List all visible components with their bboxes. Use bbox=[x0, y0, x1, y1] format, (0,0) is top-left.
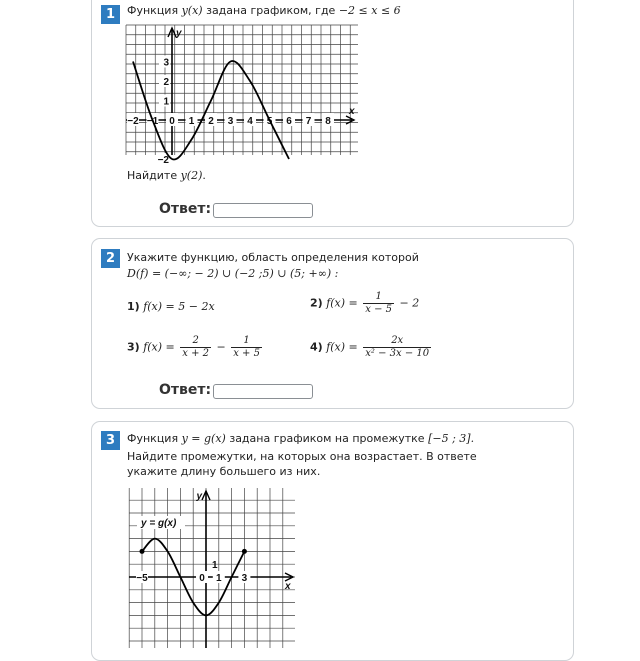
option-1[interactable]: 1) f(x) = 5 − 2x bbox=[127, 300, 215, 313]
x-tick-label: 5 bbox=[266, 116, 273, 127]
x-tick-label: 1 bbox=[216, 573, 222, 584]
y-axis-label: y bbox=[176, 28, 182, 39]
question-number: 2 bbox=[101, 249, 120, 268]
question-number: 3 bbox=[101, 431, 120, 450]
option-4[interactable]: 4) f(x) = $\frac{2x}{\text{x² − 3x − 10}}$ bbox=[310, 335, 430, 359]
x-tick-label: −5 bbox=[136, 573, 148, 584]
x-tick-label: −1 bbox=[146, 116, 159, 127]
y-tick-label: 2 bbox=[163, 77, 169, 88]
question-text: Функция y(x) задана графиком, где −2 ≤ x ≤ 6 bbox=[127, 4, 401, 17]
y-axis-label: y bbox=[196, 491, 202, 502]
x-axis-label: x bbox=[349, 106, 355, 117]
fraction: $\frac{2x}{\text{x² − 3x − 10}}$ bbox=[365, 335, 430, 359]
function-graph-1 bbox=[126, 25, 358, 166]
y-tick-label: −2 bbox=[157, 155, 169, 166]
answer-input[interactable] bbox=[213, 203, 313, 218]
x-tick-label: 7 bbox=[305, 116, 312, 127]
domain-expression: D(f) = (−∞; − 2) ∪ (−2 ;5) ∪ (5; +∞) : bbox=[127, 267, 339, 280]
task-text: Найдите y(2). bbox=[127, 169, 206, 182]
y-tick-label: 1 bbox=[163, 96, 169, 108]
fraction: $\frac{2}{x + 2}$ bbox=[182, 335, 210, 359]
question-text: Функция y = g(x) задана графиком на промежутке [−5 ; 3]. bbox=[127, 432, 475, 445]
x-tick-label: 0 bbox=[199, 573, 205, 584]
function-graph-2 bbox=[129, 488, 295, 648]
x-tick-label: 6 bbox=[286, 116, 292, 127]
x-tick-label: 1 bbox=[188, 116, 195, 127]
question-card-3 bbox=[91, 421, 574, 661]
fraction: $\frac{1}{x + 5}$ bbox=[233, 335, 260, 359]
function-curve bbox=[133, 61, 289, 160]
option-3[interactable]: 3) f(x) = $\frac{2}{x + 2}$ − $\frac{1}{x + 5}$ bbox=[127, 335, 260, 359]
x-tick-label: 2 bbox=[208, 116, 214, 127]
x-tick-label: 3 bbox=[227, 116, 234, 127]
x-tick-label: −2 bbox=[127, 116, 139, 127]
answer-input[interactable] bbox=[213, 384, 313, 399]
question-number: 1 bbox=[101, 5, 120, 24]
answer-label: Ответ: bbox=[159, 382, 212, 398]
question-text: Укажите функцию, область определения которой bbox=[127, 251, 419, 264]
answer-label: Ответ: bbox=[159, 201, 212, 217]
y-tick-label: 1 bbox=[212, 560, 218, 572]
option-2[interactable]: 2) f(x) = $\frac{1}{x - 5}$ − 2 bbox=[310, 291, 420, 315]
endpoint-dot bbox=[140, 549, 145, 554]
fraction: $\frac{1}{x - 5}$ bbox=[365, 291, 393, 315]
curve-label: y = g(x) bbox=[141, 518, 177, 529]
question-text-line-2: Найдите промежутки, на которых она возрастает. В ответе bbox=[127, 450, 477, 463]
x-tick-label: 4 bbox=[247, 116, 253, 127]
endpoint-dot bbox=[242, 549, 247, 554]
x-axis-label: x bbox=[285, 581, 291, 592]
x-tick-label: 8 bbox=[325, 116, 331, 127]
question-card-1 bbox=[91, 0, 574, 227]
question-card-2 bbox=[91, 238, 574, 409]
x-tick-label: 3 bbox=[241, 573, 248, 584]
x-tick-label: 0 bbox=[169, 116, 175, 127]
y-tick-label: 3 bbox=[163, 57, 169, 69]
question-text-line-3: укажите длину большего из них. bbox=[127, 465, 321, 478]
